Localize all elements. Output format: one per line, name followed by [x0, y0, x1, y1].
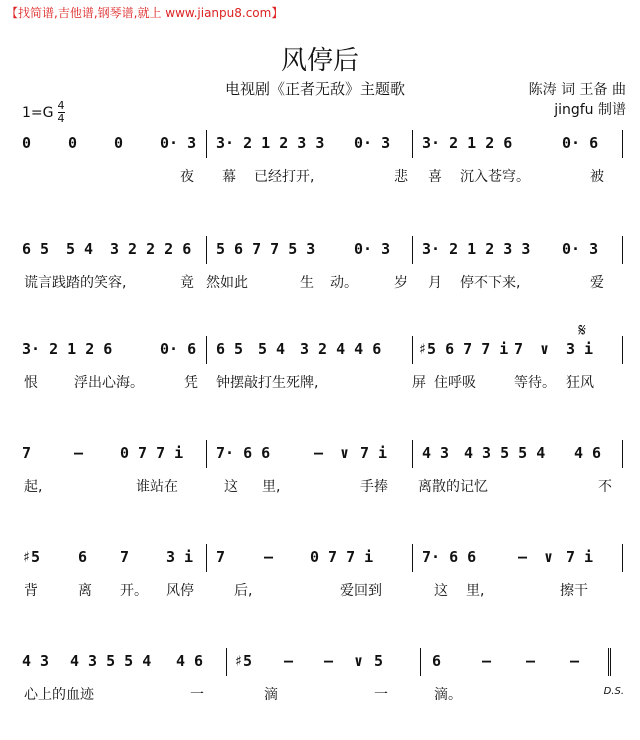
note: 7 i [566, 548, 594, 566]
note: – [284, 652, 294, 670]
note: 4 3 [22, 652, 50, 670]
note: 5 6 7 7 5 3 [216, 240, 316, 258]
note: – [518, 548, 528, 566]
lyricist-composer: 陈涛 词 王备 曲 [528, 82, 626, 98]
lyric: 后, [234, 583, 253, 599]
note: 0 [114, 134, 124, 152]
note: 7· 6 6 [422, 548, 477, 566]
lyric: 爱回到 [340, 583, 382, 599]
note: 5 4 [66, 240, 94, 258]
note: 0· 3 [160, 134, 197, 152]
lyric: 这 [434, 583, 448, 599]
note: 4 3 [422, 444, 450, 462]
lyric: 生 [300, 275, 314, 291]
notes-row [14, 544, 626, 572]
note: 4 6 [574, 444, 602, 462]
note: – [314, 444, 324, 462]
note: 0 7 7 i [120, 444, 184, 462]
lyric: 住呼吸 [434, 375, 476, 391]
note: ♯5 [234, 652, 253, 670]
lyric: 屏 [412, 375, 426, 391]
note: 4 3 5 5 4 [70, 652, 152, 670]
note: ♯5 [22, 548, 41, 566]
time-bottom: 4 [57, 112, 65, 125]
note: 0 [22, 134, 32, 152]
lyric: 月 [428, 275, 442, 291]
lyric: 离 [78, 583, 92, 599]
lyrics-row [14, 166, 626, 188]
barline [622, 236, 623, 264]
barline [412, 544, 413, 572]
lyrics-row [14, 476, 626, 498]
lyric: 爱 [590, 275, 604, 291]
barline [622, 130, 623, 158]
breath-mark: ∨ [540, 340, 550, 358]
note: – [570, 652, 580, 670]
note: 5 [374, 652, 384, 670]
barline [420, 648, 421, 676]
lyrics-row [14, 580, 626, 602]
lyric: 一 [190, 687, 204, 703]
notes-row [14, 130, 626, 158]
note: ♯5 6 7 7 i [418, 340, 509, 358]
lyric: 停不下来, [460, 275, 521, 291]
barline [622, 336, 623, 364]
barline [622, 440, 623, 468]
note: 0 [68, 134, 78, 152]
note: – [74, 444, 84, 462]
note: 7 [22, 444, 32, 462]
lyric: 滴。 [434, 687, 462, 703]
song-subtitle: 电视剧《正者无敌》主题歌 [225, 80, 406, 98]
note: 4 3 5 5 4 [464, 444, 546, 462]
lyric: 不 [598, 479, 612, 495]
lyric: 手捧 [360, 479, 388, 495]
lyric: 谁站在 [136, 479, 178, 495]
lyric: 喜 [428, 169, 442, 185]
notes-row [14, 236, 626, 264]
lyric: 里, [466, 583, 485, 599]
lyric: 里, [262, 479, 281, 495]
lyric: 幕 [222, 169, 236, 185]
barline [412, 130, 413, 158]
lyric: 离散的记忆 [418, 479, 488, 495]
dal-segno-mark: D.S. [603, 686, 624, 697]
lyric: 起, [24, 479, 43, 495]
barline [226, 648, 227, 676]
lyric: 滴 [264, 687, 278, 703]
note: 6 [78, 548, 88, 566]
note: 0 7 7 i [310, 548, 374, 566]
lyric: 然如此 [206, 275, 248, 291]
note: 6 5 [216, 340, 244, 358]
segno-mark: 𝄋 [578, 320, 586, 341]
note: – [526, 652, 536, 670]
notes-row [14, 440, 626, 468]
note: 7· 6 6 [216, 444, 271, 462]
lyric: 凭 [184, 375, 198, 391]
lyric: 动。 [330, 275, 358, 291]
lyric: 这 [224, 479, 238, 495]
breath-mark: ∨ [544, 548, 554, 566]
lyric: 狂风 [566, 375, 594, 391]
note: 6 [432, 652, 442, 670]
note: 3· 2 1 2 6 [22, 340, 113, 358]
note: 7 [514, 340, 524, 358]
lyric: 谎言践踏的笑容, [24, 275, 127, 291]
barline [206, 130, 207, 158]
barline [206, 336, 207, 364]
note: – [482, 652, 492, 670]
lyric: 擦干 [560, 583, 588, 599]
time-signature [58, 100, 65, 125]
lyric: 开。 [120, 583, 148, 599]
transcriber: jingfu 制谱 [554, 102, 626, 118]
note: 7 [120, 548, 130, 566]
note: 5 4 [258, 340, 286, 358]
note: – [264, 548, 274, 566]
lyric: 已经打开, [254, 169, 315, 185]
key-signature [22, 100, 65, 125]
lyric: 等待。 [514, 375, 556, 391]
note: 3 i [166, 548, 194, 566]
lyric: 夜 [180, 169, 194, 185]
note: 7 [216, 548, 226, 566]
barline [412, 440, 413, 468]
note: 0· 6 [160, 340, 197, 358]
barline [412, 336, 413, 364]
lyrics-row [14, 272, 626, 294]
lyric: 竟 [180, 275, 194, 291]
note: 6 5 [22, 240, 50, 258]
note: – [324, 652, 334, 670]
note: 3· 2 1 2 3 3 [422, 240, 531, 258]
lyric: 背 [24, 583, 38, 599]
lyric: 岁 [394, 275, 408, 291]
note: 0· 3 [354, 134, 391, 152]
lyric: 浮出心海。 [74, 375, 144, 391]
barline [206, 236, 207, 264]
credits [529, 80, 626, 120]
note: 0· 3 [562, 240, 599, 258]
lyric: 钟摆敲打生死牌, [216, 375, 319, 391]
lyric: 恨 [24, 375, 38, 391]
note: 3 i [566, 340, 594, 358]
time-top: 4 [57, 99, 65, 112]
lyric: 沉入苍穹。 [460, 169, 530, 185]
breath-mark: ∨ [354, 652, 364, 670]
barline [206, 544, 207, 572]
notes-row [14, 336, 626, 364]
note: 3· 2 1 2 3 3 [216, 134, 325, 152]
lyric: 被 [590, 169, 604, 185]
song-title: 风停后 [280, 46, 359, 76]
key-label: 1=G [22, 104, 54, 121]
barline [622, 544, 623, 572]
lyric: 一 [374, 687, 388, 703]
barline [412, 236, 413, 264]
lyric: 风停 [166, 583, 194, 599]
site-banner: 【找简谱,吉他谱,钢琴谱,就上 www.jianpu8.com】 [6, 6, 284, 20]
lyrics-row [14, 684, 626, 706]
final-barline [608, 648, 611, 676]
note: 7 i [360, 444, 388, 462]
note: 3· 2 1 2 6 [422, 134, 513, 152]
note: 0· 3 [354, 240, 391, 258]
breath-mark: ∨ [340, 444, 350, 462]
lyric: 心上的血迹 [24, 687, 94, 703]
note: 3 2 4 4 6 [300, 340, 382, 358]
note: 4 6 [176, 652, 204, 670]
lyric: 悲 [394, 169, 408, 185]
barline [206, 440, 207, 468]
note: 3 2 2 2 6 [110, 240, 192, 258]
notes-row [14, 648, 626, 676]
lyrics-row [14, 372, 626, 394]
note: 0· 6 [562, 134, 599, 152]
